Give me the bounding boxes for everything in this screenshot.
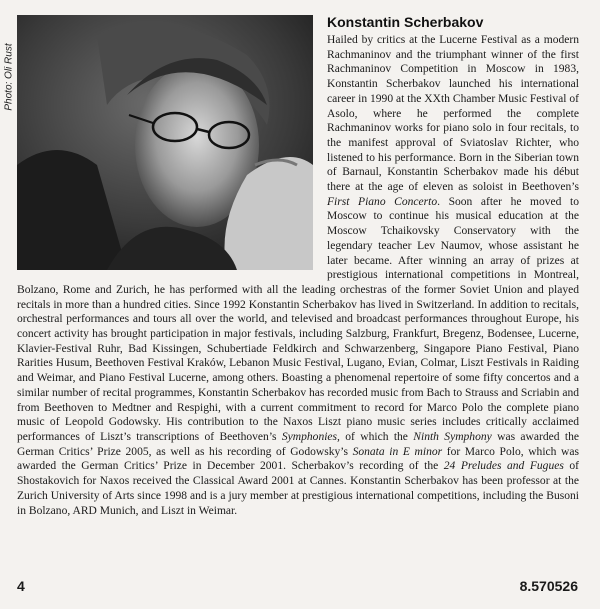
body-segment-italic: 24 Preludes and Fugues — [443, 460, 564, 473]
page-number: 4 — [17, 578, 25, 594]
body-segment-italic: First Piano Concerto — [327, 195, 438, 208]
body-segment-italic: Ninth Symphony — [413, 430, 492, 443]
photo-wrap-spacer — [17, 33, 319, 275]
body-segment: for Marco Polo, which was awarded the German Critics’ Prize in December 2001. Scherbakov’s recording of the — [17, 445, 579, 473]
body-segment: was awarded the German Critics’ Prize 2005, as well as his recording of Godowsky’s — [17, 430, 579, 458]
body-segment-italic: Symphonies, — [281, 430, 340, 443]
body-segment: of which the — [339, 430, 414, 443]
photo-credit-text: Photo: Oli Rust — [3, 43, 15, 111]
body-segment: . Soon after he moved to Moscow to continue his musical education at the Moscow Tchaikovsky Conservatory with the legendary teacher Lev Naumov, whose assistant he later became. After winning an array of prizes at prestigious international competitions in Montreal, Bolzano, Rome and Zurich, he has performed with all the leading orchestras of the former Soviet Union and played recitals in more than a hundred cities. Since 1992 Konstantin Scherbakov has lived in Switzerland. In addition to recitals, orchestral performances and tours all over the world, and televised and broadcast performances throughout Europe, his concert activity has brought participation in major festivals, including Salzburg, Frankfurt, Bregenz, Bodensee, Lucerne, Klavier-Festival Ruhr, Bad Kissingen, Schubertiade Feldkirch and Schwarzenberg, Singapore Piano Festival, Piano Rarities Husum, Beethoven Festival Kraków, Lebanon Music Festival, Lugano, Evian, Colmar, Liszt Festivals in Raiding and Weimar, and Piano Festival Lucerne, among others. Boasting a phenomenal repertoire of some fifty concertos and a similar number of recital programmes, Konstantin Scherbakov has recorded music from Bach to Strauss and Scriabin and from Beethoven to Medtner and Respighi, with a current commitment to record for Marco Polo the complete piano music of Leopold Godowsky. His contribution to the Naxos Liszt piano music series includes critically acclaimed performances of Liszt’s transcriptions of Beethoven’s — [17, 195, 579, 443]
catalog-number: 8.570526 — [519, 578, 578, 594]
body-segment: of Shostakovich for Naxos received the Classical Award 2001 at Cannes. Konstantin Scherbakov has been professor at the Zurich University of Arts since 1998 and is a jury member at prestigious international competitions, including the Busoni in Bolzano, ARD Munich, and Liszt in Weimar. — [17, 460, 579, 517]
body-segment: Hailed by critics at the Lucerne Festival as a modern Rachmaninov and the triumphant winner of the first Rachmaninov Competition in Moscow in 1983, Konstantin Scherbakov launched his international career in 1990 at the XXth Chamber Music Festival of Asolo, where he performed the complete Rachmaninov works for piano solo in four recitals, to the manifest approval of Sviatoslav Richter, who listened to his performance. Born in the Siberian town of Barnaul, Konstantin Scherbakov made his début there at the age of eleven as soloist in Beethoven’s — [327, 34, 579, 194]
article-title: Konstantin Scherbakov — [327, 14, 484, 30]
photo-credit — [2, 22, 16, 132]
biography-text — [17, 33, 579, 518]
body-segment-italic: Sonata in E minor — [352, 445, 443, 458]
